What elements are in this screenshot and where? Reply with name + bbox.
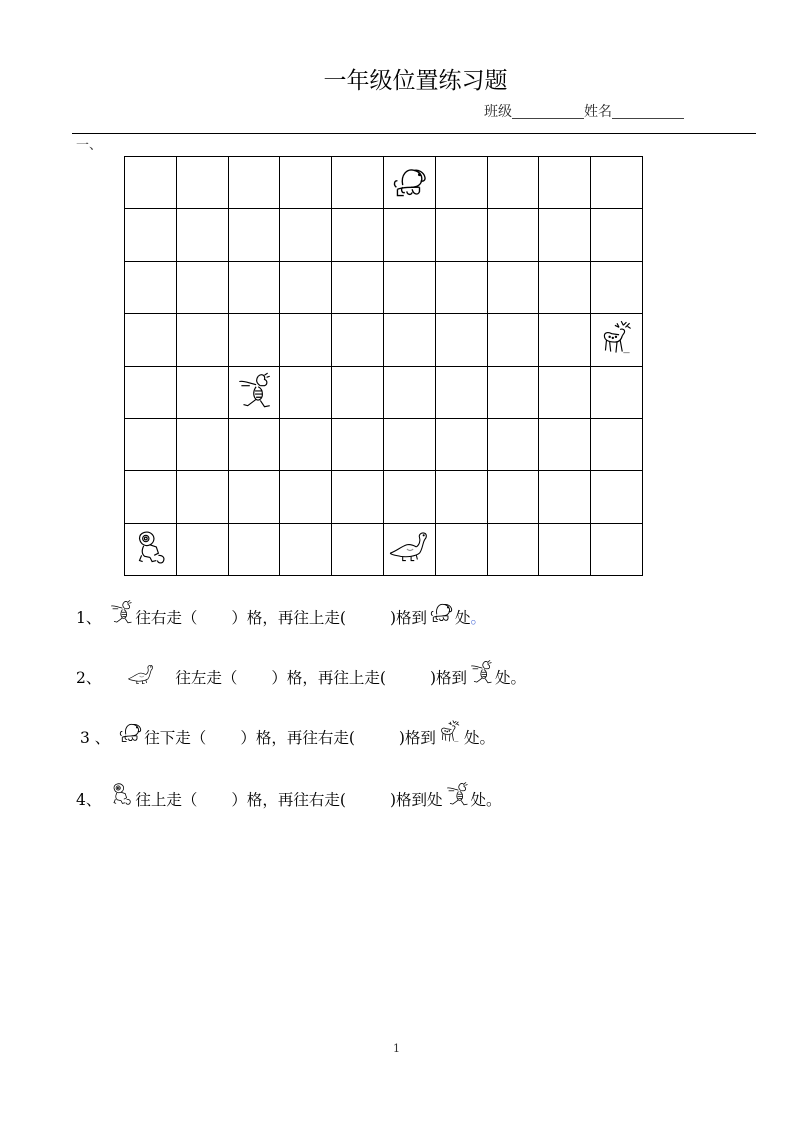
monkey-icon <box>129 528 171 570</box>
class-blank[interactable] <box>512 104 584 119</box>
period-mark: 。 <box>470 609 487 627</box>
grid-cell <box>539 471 591 523</box>
tail-text: 处 <box>455 609 471 627</box>
grid-cell <box>125 419 177 471</box>
grid-cell <box>280 419 332 471</box>
mouse-icon <box>233 371 275 413</box>
grid-cell <box>488 419 540 471</box>
grid-cell <box>332 419 384 471</box>
grid-cell <box>229 419 281 471</box>
direction-1-text: 往上走（ <box>135 791 198 809</box>
grid-cell <box>229 262 281 314</box>
grid-cell <box>591 471 643 523</box>
grid-cell <box>539 314 591 366</box>
deer-icon <box>436 716 464 750</box>
grid-cell <box>436 524 488 576</box>
position-grid <box>124 156 643 576</box>
tail-text: 处。 <box>463 729 495 747</box>
grid-cell <box>488 524 540 576</box>
destination-text: )格到 <box>389 609 428 627</box>
dog-icon <box>427 596 455 630</box>
question-number: 1、 <box>76 609 102 627</box>
monkey-icon <box>107 778 135 812</box>
grid-cell <box>539 524 591 576</box>
grid-cell <box>280 157 332 209</box>
grid-cell-monkey <box>125 524 177 576</box>
deer-icon <box>596 319 638 361</box>
grid-cell <box>488 157 540 209</box>
grid-cell <box>436 314 488 366</box>
grid-cell <box>436 157 488 209</box>
grid-cell <box>177 157 229 209</box>
question-4 <box>76 778 502 810</box>
direction-2-text: ）格，再往上走( <box>231 609 346 627</box>
grid-cell <box>488 314 540 366</box>
grid-cell-mouse <box>229 367 281 419</box>
name-label: 姓名 <box>584 104 612 120</box>
grid-cell <box>332 367 384 419</box>
grid-cell <box>332 471 384 523</box>
dog-icon <box>116 716 144 750</box>
grid-cell <box>229 314 281 366</box>
grid-cell <box>384 471 436 523</box>
grid-cell <box>177 262 229 314</box>
grid-cell <box>125 262 177 314</box>
grid-cell <box>539 367 591 419</box>
name-blank[interactable] <box>612 104 684 119</box>
grid-cell <box>177 524 229 576</box>
dinosaur-icon <box>107 662 175 690</box>
grid-cell <box>591 157 643 209</box>
grid-cell <box>229 471 281 523</box>
grid-cell <box>436 471 488 523</box>
header-divider <box>72 133 756 134</box>
destination-text: )格到 <box>398 729 436 747</box>
question-2 <box>76 656 526 688</box>
grid-cell <box>125 314 177 366</box>
question-1 <box>76 596 486 628</box>
section-label: 一、 <box>76 138 103 153</box>
grid-cell <box>436 209 488 261</box>
grid-cell <box>332 157 384 209</box>
student-info <box>484 101 684 121</box>
grid-cell <box>539 157 591 209</box>
direction-1-text: 往左走（ <box>175 669 238 687</box>
destination-text: )格到 <box>429 669 468 687</box>
grid-cell <box>436 262 488 314</box>
direction-1-text: 往右走（ <box>135 609 198 627</box>
grid-cell <box>436 419 488 471</box>
grid-cell <box>280 367 332 419</box>
grid-cell <box>125 209 177 261</box>
grid-cell <box>177 314 229 366</box>
dinosaur-icon <box>388 528 430 570</box>
grid-cell <box>332 524 384 576</box>
grid-cell <box>229 524 281 576</box>
grid-cell <box>591 262 643 314</box>
direction-2-text: ）格，再往右走( <box>240 729 355 747</box>
question-number: 3 、 <box>80 729 111 747</box>
mouse-icon <box>107 596 135 630</box>
grid-cell <box>280 524 332 576</box>
tail-text: 处。 <box>495 669 527 687</box>
grid-cell <box>229 209 281 261</box>
grid-cell <box>125 367 177 419</box>
mouse-icon <box>467 656 495 690</box>
grid-cell <box>591 209 643 261</box>
grid-cell <box>488 262 540 314</box>
page-title: 一年级位置练习题 <box>323 68 508 94</box>
grid-cell <box>384 209 436 261</box>
grid-cell-dinosaur <box>384 524 436 576</box>
grid-cell <box>280 209 332 261</box>
tail-text: 处。 <box>470 791 502 809</box>
direction-1-text: 往下走（ <box>144 729 207 747</box>
grid-cell <box>177 471 229 523</box>
class-label: 班级 <box>484 104 512 120</box>
grid-cell <box>332 314 384 366</box>
grid-cell <box>125 157 177 209</box>
grid-cell <box>384 314 436 366</box>
question-3 <box>80 716 495 748</box>
grid-cell <box>384 419 436 471</box>
grid-cell <box>488 209 540 261</box>
grid-cell-dog <box>384 157 436 209</box>
grid-cell <box>177 419 229 471</box>
grid-cell <box>384 262 436 314</box>
grid-cell <box>539 419 591 471</box>
grid-cell <box>436 367 488 419</box>
grid-cell <box>539 209 591 261</box>
grid-cell-deer <box>591 314 643 366</box>
dog-icon <box>388 162 430 204</box>
question-number: 2、 <box>76 669 102 687</box>
grid-cell <box>488 471 540 523</box>
grid-cell <box>332 262 384 314</box>
destination-text: )格到处 <box>389 791 443 809</box>
direction-2-text: ）格，再往右走( <box>231 791 346 809</box>
grid-cell <box>384 367 436 419</box>
direction-2-text: ）格，再往上走( <box>271 669 386 687</box>
grid-cell <box>177 367 229 419</box>
mouse-icon <box>443 778 471 812</box>
grid-cell <box>280 314 332 366</box>
grid-cell <box>591 367 643 419</box>
grid-cell <box>591 524 643 576</box>
grid-cell <box>488 367 540 419</box>
grid-cell <box>280 471 332 523</box>
grid-cell <box>177 209 229 261</box>
grid-cell <box>591 419 643 471</box>
question-number: 4、 <box>76 791 102 809</box>
grid-cell <box>539 262 591 314</box>
page-number: 1 <box>393 1042 400 1055</box>
grid-cell <box>125 471 177 523</box>
grid-cell <box>332 209 384 261</box>
grid-cell <box>280 262 332 314</box>
grid-cell <box>229 157 281 209</box>
